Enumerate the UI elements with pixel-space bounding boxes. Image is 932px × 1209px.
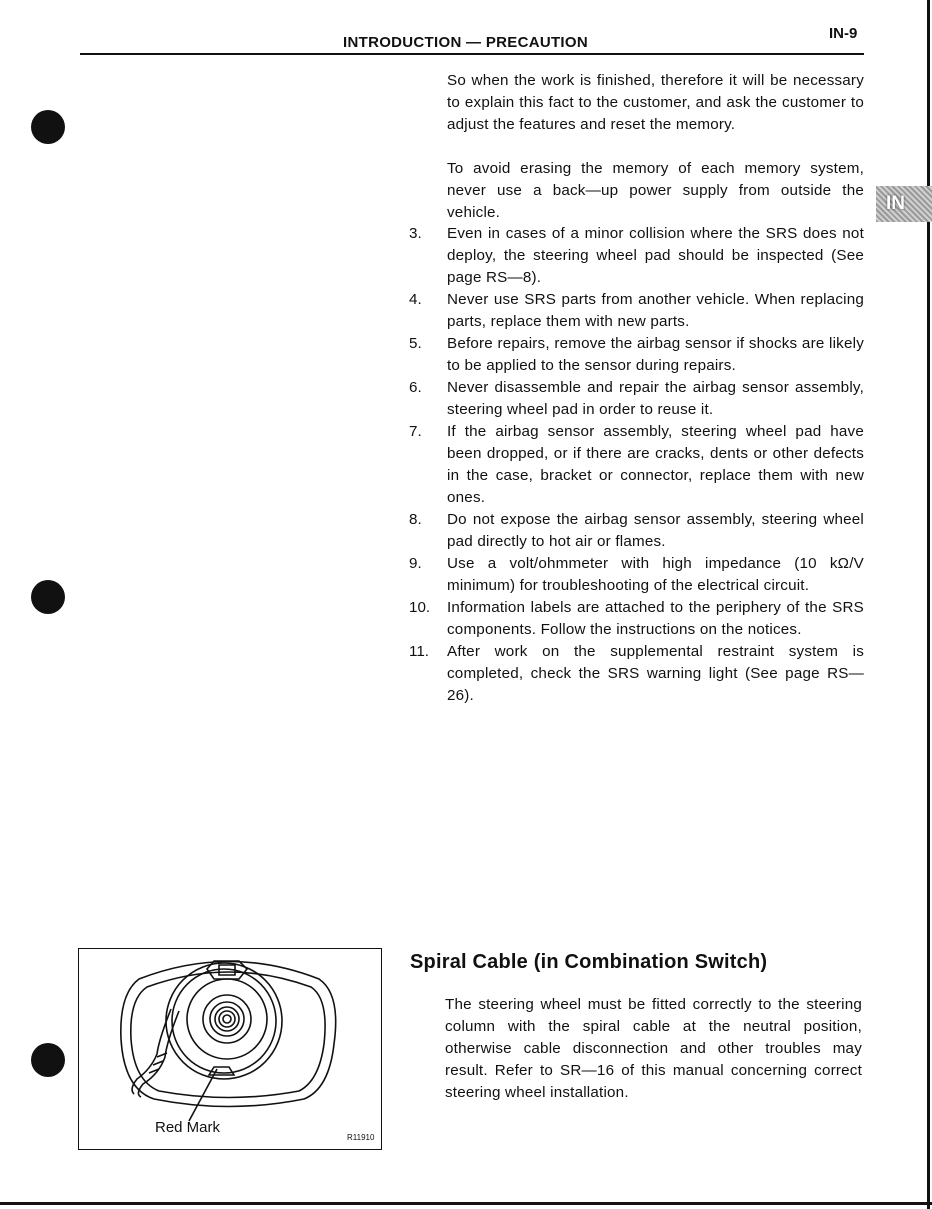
figure-code: R11910 [347,1133,375,1142]
item-text: Information labels are attached to the periphery of the SRS components. Follow the instructions on the notices. [447,599,864,638]
item-text: If the airbag sensor assembly, steering wheel pad have been dropped, or if there are cracks, dents or other defects in the case, bracket or connector, replace them with new ones. [447,423,864,506]
item-text: Never use SRS parts from another vehicle. When replacing parts, replace them with new parts. [447,291,864,330]
intro-paragraph-2: To avoid erasing the memory of each memory system, never use a back—up power supply from outside the vehicle. [447,160,864,221]
item-number: 8. [409,511,422,528]
list-item [409,509,864,553]
item-number: 7. [409,423,422,440]
binder-hole-top [31,110,65,144]
section-heading: Spiral Cable (in Combination Switch) [410,951,768,973]
binder-hole-middle [31,580,65,614]
item-text: Even in cases of a minor collision where the SRS does not deploy, the steering wheel pad should be inspected (See page RS—8). [447,225,864,286]
item-number: 5. [409,335,422,352]
item-number: 11. [409,643,429,660]
list-item [409,333,864,377]
item-text: After work on the supplemental restraint system is completed, check the SRS warning light (See page RS—26). [447,643,864,704]
section-tab: IN [876,186,932,222]
header-rule [80,53,864,55]
item-number: 6. [409,379,422,396]
item-number: 4. [409,291,422,308]
precaution-list [409,223,864,707]
list-item [409,223,864,289]
red-mark-label: Red Mark [155,1119,221,1136]
section-body: The steering wheel must be fitted correctly to the steering column with the spiral cable at the neutral position, otherwise cable disconnection and other troubles may result. Refer to SR—16 of this manual concerning correct steering wheel installation. [445,996,862,1101]
item-text: Do not expose the airbag sensor assembly, steering wheel pad directly to hot air or flames. [447,511,864,550]
intro-paragraph-1: So when the work is finished, therefore it will be necessary to explain this fact to the customer, and ask the customer to adjust the features and reset the memory. [447,72,864,133]
spiral-cable-figure [78,948,382,1150]
page-number: IN-9 [829,25,858,42]
item-text: Never disassemble and repair the airbag sensor assembly, steering wheel pad in order to reuse it. [447,379,864,418]
list-item [409,421,864,509]
list-item [409,553,864,597]
item-number: 10. [409,599,431,616]
binder-hole-bottom [31,1043,65,1077]
item-number: 3. [409,225,422,242]
item-text: Use a volt/ohmmeter with high impedance (10 kΩ/V minimum) for troubleshooting of the electrical circuit. [447,555,864,594]
page-border-bottom [0,1202,932,1205]
list-item [409,641,864,707]
header-title: INTRODUCTION — PRECAUTION [343,34,588,51]
item-text: Before repairs, remove the airbag sensor if shocks are likely to be applied to the sensor during repairs. [447,335,864,374]
list-item [409,289,864,333]
item-number: 9. [409,555,422,572]
list-item [409,377,864,421]
page-border-right [927,0,930,1209]
spiral-cable-illustration [79,949,381,1149]
list-item [409,597,864,641]
